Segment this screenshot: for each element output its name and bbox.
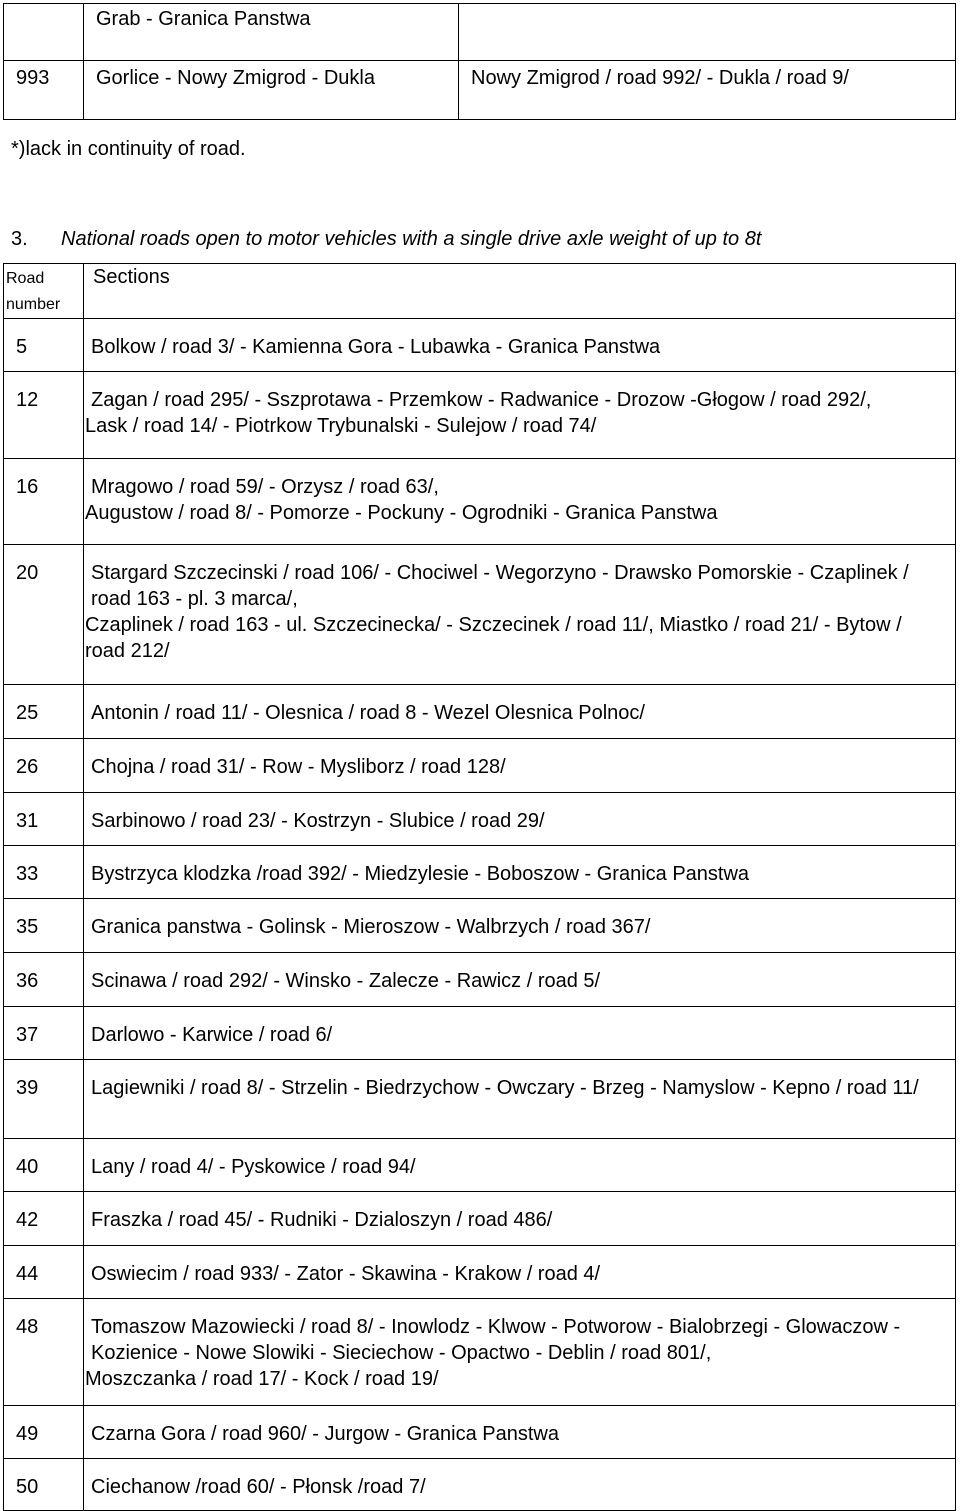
road-number: 36: [4, 953, 84, 1007]
road-sections: [84, 1459, 956, 1511]
road-section-line: Moszczanka / road 17/ - Kock / road 19/: [85, 1368, 439, 1390]
road-section-line: Oswiecim / road 933/ - Zator - Skawina - Krakow / road 4/: [91, 1263, 601, 1285]
table-row: [4, 1139, 956, 1192]
section-heading: [11, 228, 761, 251]
road-section-line: Scinawa / road 292/ - Winsko - Zalecze - Rawicz / road 5/: [91, 970, 601, 992]
top-cell-detail: Nowy Zmigrod / road 992/ - Dukla / road 9/: [459, 61, 956, 120]
top-cell-road: Grab - Granica Panstwa: [84, 4, 459, 61]
road-section-line: Czaplinek / road 163 - ul. Szczecinecka/ - Szczecinek / road 11/, Miastko / road 21/ - Bytow / road 212/: [85, 614, 902, 662]
table-row: [4, 545, 956, 685]
header-road-number-line2: number: [6, 296, 61, 313]
road-sections: [84, 1192, 956, 1246]
road-number: 40: [4, 1139, 84, 1192]
header-sections: Sections: [84, 264, 956, 319]
table-row: [4, 1406, 956, 1459]
table-row: [4, 793, 956, 846]
top-table: [3, 3, 956, 120]
header-road-number: [4, 264, 84, 319]
top-cell-detail: [459, 4, 956, 61]
road-sections: [84, 793, 956, 846]
road-section-line: Sarbinowo / road 23/ - Kostrzyn - Slubice / road 29/: [91, 810, 545, 832]
road-section-line: Tomaszow Mazowiecki / road 8/ - Inowlodz - Klwow - Potworow - Bialobrzegi - Glowaczow - Kozienice - Nowe Slowiki - Sieciechow - Opactwo - Deblin / road 801/,: [91, 1316, 901, 1364]
road-sections: [84, 1246, 956, 1299]
road-sections: [84, 545, 956, 685]
road-section-line: Zagan / road 295/ - Sszprotawa - Przemkow - Radwanice - Drozow -Głogow / road 292/,: [91, 389, 872, 411]
road-sections: [84, 953, 956, 1007]
road-number: 35: [4, 899, 84, 953]
road-number: 49: [4, 1406, 84, 1459]
road-number: 31: [4, 793, 84, 846]
road-section-line: Bystrzyca klodzka /road 392/ - Miedzylesie - Boboszow - Granica Panstwa: [91, 863, 750, 885]
table-row: [4, 953, 956, 1007]
road-section-line: Lagiewniki / road 8/ - Strzelin - Biedrzychow - Owczary - Brzeg - Namyslow - Kepno / road 11/: [91, 1077, 919, 1099]
road-sections: [84, 899, 956, 953]
table-row: [4, 739, 956, 793]
road-section-line: Lask / road 14/ - Piotrkow Trybunalski - Sulejow / road 74/: [85, 415, 597, 437]
road-section-line: Augustow / road 8/ - Pomorze - Pockuny - Ogrodniki - Granica Panstwa: [85, 502, 718, 524]
road-sections: [84, 1060, 956, 1139]
top-cell-number: 993: [4, 61, 84, 120]
road-number: 26: [4, 739, 84, 793]
section-title: National roads open to motor vehicles with a single drive axle weight of up to 8t: [61, 228, 762, 250]
road-sections: [84, 372, 956, 459]
road-number: 12: [4, 372, 84, 459]
road-sections: [84, 1406, 956, 1459]
table-row: [4, 1007, 956, 1060]
top-table-row: [4, 4, 956, 61]
road-section-line: Ciechanow /road 60/ - Płonsk /road 7/: [91, 1476, 426, 1498]
road-sections: [84, 739, 956, 793]
road-section-line: Fraszka / road 45/ - Rudniki - Dzialoszyn / road 486/: [91, 1209, 553, 1231]
table-row: [4, 1060, 956, 1139]
road-sections: [84, 459, 956, 545]
top-cell-number: [4, 4, 84, 61]
road-number: 33: [4, 846, 84, 899]
road-number: 20: [4, 545, 84, 685]
road-section-line: Granica panstwa - Golinsk - Mieroszow - Walbrzych / road 367/: [91, 916, 651, 938]
road-number: 50: [4, 1459, 84, 1511]
header-road-number-line1: Road: [6, 270, 45, 287]
road-sections: [84, 846, 956, 899]
road-number: 5: [4, 319, 84, 372]
section-number: 3.: [11, 228, 28, 250]
road-number: 39: [4, 1060, 84, 1139]
top-cell-road: Gorlice - Nowy Zmigrod - Dukla: [84, 61, 459, 120]
road-section-line: Czarna Gora / road 960/ - Jurgow - Granica Panstwa: [91, 1423, 559, 1445]
table-row: [4, 459, 956, 545]
table-row: [4, 846, 956, 899]
road-sections: [84, 1007, 956, 1060]
road-sections: [84, 319, 956, 372]
footnote: *)lack in continuity of road.: [11, 138, 246, 160]
table-row: [4, 685, 956, 739]
road-number: 48: [4, 1299, 84, 1406]
road-section-line: Mragowo / road 59/ - Orzysz / road 63/,: [91, 476, 439, 498]
road-number: 37: [4, 1007, 84, 1060]
road-section-line: Stargard Szczecinski / road 106/ - Chociwel - Wegorzyno - Drawsko Pomorskie - Czaplinek / road 163 - pl. 3 marca/,: [91, 562, 909, 610]
road-sections: [84, 1299, 956, 1406]
roads-table-header: [4, 264, 956, 319]
road-section-line: Chojna / road 31/ - Row - Mysliborz / road 128/: [91, 756, 506, 778]
road-section-line: Bolkow / road 3/ - Kamienna Gora - Lubawka - Granica Panstwa: [91, 336, 661, 358]
table-row: [4, 1192, 956, 1246]
road-number: 16: [4, 459, 84, 545]
road-number: 42: [4, 1192, 84, 1246]
table-row: [4, 1299, 956, 1406]
table-row: [4, 1246, 956, 1299]
road-number: 25: [4, 685, 84, 739]
road-section-line: Lany / road 4/ - Pyskowice / road 94/: [91, 1156, 416, 1178]
roads-table: [3, 263, 956, 1511]
road-section-line: Darlowo - Karwice / road 6/: [91, 1024, 333, 1046]
table-row: [4, 319, 956, 372]
road-section-line: Antonin / road 11/ - Olesnica / road 8 - Wezel Olesnica Polnoc/: [91, 702, 645, 724]
table-row: [4, 899, 956, 953]
road-number: 44: [4, 1246, 84, 1299]
top-table-row: [4, 61, 956, 120]
table-row: [4, 1459, 956, 1511]
road-sections: [84, 685, 956, 739]
table-row: [4, 372, 956, 459]
road-sections: [84, 1139, 956, 1192]
